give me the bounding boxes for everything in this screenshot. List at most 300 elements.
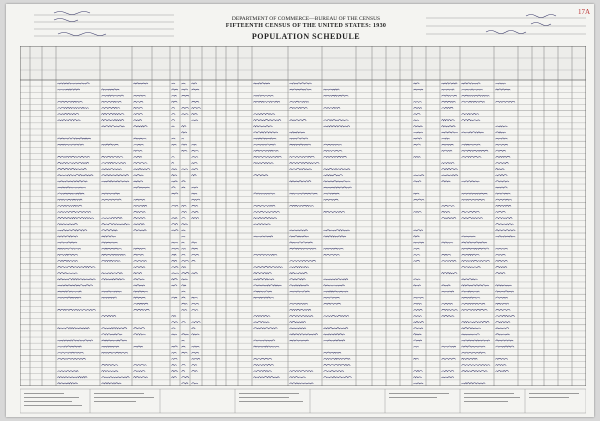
handwritten-entry — [182, 205, 187, 206]
handwritten-entry — [182, 150, 188, 151]
handwritten-entry — [102, 236, 116, 237]
handwritten-entry — [324, 120, 349, 121]
handwritten-entry — [414, 138, 422, 139]
handwritten-entry — [58, 236, 78, 237]
handwritten-entry — [182, 187, 186, 188]
handwritten-entry — [496, 273, 506, 274]
handwritten-entry — [58, 377, 88, 378]
handwritten-entry — [496, 346, 515, 347]
handwritten-entry — [496, 254, 506, 255]
handwritten-entry — [58, 285, 93, 286]
handwritten-entry — [102, 162, 126, 163]
handwritten-entry — [254, 162, 274, 163]
handwritten-entry — [442, 132, 458, 133]
handwritten-entry — [134, 364, 147, 365]
handwritten-entry — [414, 285, 421, 286]
handwritten-entry — [414, 322, 424, 323]
handwritten-entry — [182, 352, 188, 353]
handwritten-entry — [182, 267, 186, 268]
handwritten-entry — [324, 199, 339, 200]
handwritten-entry — [134, 187, 150, 188]
handwritten-entry — [442, 107, 454, 108]
handwritten-entry — [324, 279, 348, 280]
handwritten-entry — [324, 187, 352, 188]
handwritten-entry — [192, 328, 196, 329]
handwritten-entry — [254, 113, 276, 114]
handwritten-entry — [134, 114, 143, 115]
handwritten-entry — [172, 89, 178, 90]
handwritten-entry — [172, 205, 179, 206]
handwritten-entry — [182, 279, 188, 280]
handwritten-entry — [290, 260, 316, 261]
handwritten-entry — [462, 340, 490, 341]
handwritten-entry — [414, 230, 423, 231]
handwritten-entry — [254, 322, 270, 323]
handwritten-entry — [134, 199, 145, 200]
handwritten-entry — [462, 291, 480, 292]
handwritten-entry — [58, 169, 87, 170]
handwritten-entry — [442, 126, 456, 127]
handwritten-entry — [182, 371, 185, 372]
handwritten-entry — [58, 224, 78, 225]
handwritten-entry — [462, 193, 488, 194]
handwritten-entry — [414, 114, 421, 115]
handwritten-entry — [182, 211, 187, 212]
handwritten-entry — [134, 138, 147, 139]
handwritten-entry — [324, 254, 340, 255]
handwritten-entry — [172, 83, 176, 84]
handwritten-entry — [192, 162, 198, 163]
handwritten-entry — [414, 242, 424, 243]
handwritten-entry — [102, 352, 128, 353]
handwritten-entry — [496, 224, 514, 225]
handwritten-entry — [462, 132, 484, 133]
handwritten-entry — [462, 358, 478, 359]
handwritten-entry — [58, 309, 96, 310]
handwritten-entry — [172, 352, 177, 353]
handwritten-entry — [172, 95, 177, 96]
handwritten-entry — [172, 285, 178, 286]
handwritten-entry — [496, 205, 512, 206]
handwritten-entry — [134, 211, 146, 212]
handwritten-entry — [290, 328, 306, 329]
handwritten-entry — [324, 303, 341, 304]
handwritten-entry — [290, 132, 305, 133]
handwritten-entry — [462, 120, 481, 121]
handwritten-entry — [172, 120, 175, 121]
handwritten-entry — [290, 309, 311, 310]
handwritten-entry — [414, 346, 419, 347]
handwritten-entry — [324, 377, 352, 378]
handwritten-entry — [414, 175, 425, 176]
handwritten-entry — [58, 187, 86, 188]
handwritten-entry — [102, 156, 124, 157]
handwritten-entry — [192, 273, 198, 274]
handwritten-entry — [58, 328, 90, 329]
handwritten-entry — [290, 383, 314, 384]
handwritten-entry — [254, 144, 276, 145]
handwritten-entry — [442, 83, 458, 84]
handwritten-entry — [414, 132, 423, 133]
handwritten-entry — [324, 156, 347, 157]
handwritten-entry — [172, 230, 179, 231]
handwritten-entry — [442, 315, 455, 316]
handwritten-entry — [414, 89, 424, 90]
handwritten-entry — [102, 291, 122, 292]
handwritten-entry — [496, 181, 510, 182]
handwritten-entry — [134, 291, 148, 292]
handwritten-entry — [102, 242, 118, 243]
handwritten-entry — [134, 107, 143, 108]
handwritten-entry — [254, 126, 273, 127]
handwritten-entry — [442, 120, 455, 121]
handwritten-entry — [172, 242, 178, 243]
handwritten-entry — [496, 260, 508, 261]
header-left-fields — [14, 8, 184, 44]
handwritten-entry — [192, 303, 200, 304]
handwritten-entry — [182, 297, 186, 298]
handwritten-entry — [134, 224, 145, 225]
handwritten-entry — [442, 181, 451, 182]
handwritten-entry — [192, 352, 199, 353]
handwritten-entry — [254, 211, 280, 212]
handwritten-entry — [324, 315, 349, 316]
handwritten-entry — [172, 254, 177, 255]
handwritten-entry — [192, 83, 197, 84]
handwritten-entry — [102, 377, 130, 378]
handwritten-entry — [182, 383, 189, 384]
handwritten-entry — [134, 267, 146, 268]
handwritten-entry — [496, 83, 506, 84]
handwritten-entry — [102, 260, 121, 261]
handwritten-entry — [192, 365, 197, 366]
handwritten-entry — [290, 248, 317, 249]
handwritten-entry — [496, 132, 506, 133]
handwritten-entry — [414, 236, 420, 237]
handwritten-entry — [102, 279, 125, 280]
handwritten-entry — [290, 138, 308, 139]
handwritten-entry — [442, 303, 453, 304]
handwritten-entry — [182, 322, 186, 323]
handwritten-entry — [172, 169, 178, 170]
population-grid — [20, 46, 586, 386]
handwritten-entry — [172, 370, 178, 371]
handwritten-entry — [462, 352, 486, 353]
handwritten-entry — [172, 101, 178, 102]
handwritten-entry — [254, 193, 276, 194]
handwritten-entry — [290, 242, 313, 243]
handwritten-entry — [462, 217, 483, 218]
handwritten-entry — [462, 321, 490, 322]
handwritten-entry — [58, 107, 89, 108]
handwritten-entry — [102, 297, 117, 298]
handwritten-entry — [442, 291, 454, 292]
handwritten-entry — [134, 156, 142, 157]
handwritten-entry — [414, 370, 423, 371]
handwritten-entry — [442, 95, 457, 96]
handwritten-entry — [290, 101, 309, 102]
handwritten-entry — [254, 138, 277, 139]
handwritten-entry — [102, 340, 127, 341]
handwritten-entry — [290, 322, 306, 323]
handwritten-entry — [442, 169, 458, 170]
handwritten-entry — [442, 211, 451, 212]
handwritten-entry — [254, 224, 271, 225]
handwritten-entry — [134, 371, 146, 372]
handwritten-entry — [496, 175, 508, 176]
handwritten-entry — [414, 126, 423, 127]
handwritten-entry — [102, 113, 125, 114]
handwritten-entry — [134, 297, 146, 298]
handwritten-entry — [414, 193, 420, 194]
handwritten-entry — [58, 248, 81, 249]
handwritten-entry — [134, 334, 146, 335]
handwritten-entry — [496, 291, 514, 292]
handwritten-entry — [462, 113, 479, 114]
handwritten-entry — [172, 224, 178, 225]
handwritten-entry — [102, 334, 123, 335]
handwritten-entry — [254, 266, 283, 267]
handwritten-entry — [496, 328, 509, 329]
handwritten-entry — [182, 254, 186, 255]
handwritten-entry — [324, 193, 340, 194]
handwritten-entry — [254, 297, 274, 298]
handwritten-entry — [182, 230, 186, 231]
handwritten-entry — [134, 95, 146, 96]
handwritten-entry — [192, 144, 197, 145]
handwritten-entry — [496, 236, 516, 237]
handwritten-entry — [324, 126, 350, 127]
handwritten-entry — [414, 254, 421, 255]
handwritten-entry — [102, 218, 123, 219]
handwritten-entry — [496, 358, 508, 359]
handwritten-entry — [290, 156, 315, 157]
handwritten-entry — [442, 377, 454, 378]
handwritten-entry — [462, 236, 476, 237]
handwritten-entry — [172, 297, 178, 298]
handwritten-entry — [192, 383, 198, 384]
handwritten-entry — [134, 230, 147, 231]
handwritten-entry — [290, 266, 309, 267]
handwritten-entry — [254, 370, 272, 371]
handwritten-entry — [414, 102, 422, 103]
handwritten-entry — [58, 254, 78, 255]
handwritten-entry — [442, 150, 453, 151]
handwritten-entry — [192, 199, 201, 200]
handwritten-entry — [172, 114, 176, 115]
handwritten-entry — [324, 364, 351, 365]
handwritten-entry — [182, 114, 189, 115]
handwritten-entry — [58, 113, 79, 114]
handwritten-entry — [58, 279, 96, 280]
footer-instructions — [20, 388, 586, 414]
handwritten-entry — [182, 291, 186, 292]
handwritten-entry — [58, 340, 93, 341]
handwritten-entry — [324, 169, 351, 170]
handwritten-entry — [172, 144, 177, 145]
handwritten-entry — [324, 144, 342, 145]
handwritten-entry — [58, 101, 83, 102]
handwritten-entry — [58, 358, 86, 359]
handwritten-entry — [462, 242, 487, 243]
handwritten-entry — [462, 365, 491, 366]
handwritten-entry — [414, 120, 419, 121]
handwritten-entry — [462, 285, 489, 286]
handwritten-entry — [496, 303, 509, 304]
handwritten-entry — [172, 181, 178, 182]
handwritten-entry — [290, 107, 308, 108]
handwritten-entry — [462, 371, 488, 372]
handwritten-entry — [58, 371, 79, 372]
handwritten-entry — [134, 346, 143, 347]
handwritten-entry — [442, 89, 455, 90]
handwritten-entry — [496, 309, 511, 310]
handwritten-entry — [290, 279, 306, 280]
handwritten-entry — [290, 193, 318, 194]
handwritten-entry — [290, 334, 318, 335]
handwritten-entry — [254, 346, 280, 347]
handwritten-entry — [192, 260, 196, 261]
handwritten-entry — [442, 254, 451, 255]
handwritten-entry — [414, 157, 421, 158]
handwritten-entry — [134, 150, 143, 151]
handwritten-entry — [324, 181, 351, 182]
handwritten-entry — [182, 346, 186, 347]
handwritten-entry — [324, 89, 340, 90]
handwritten-entry — [182, 364, 186, 365]
handwritten-entry — [462, 150, 489, 151]
handwritten-entry — [182, 95, 190, 96]
handwritten-entry — [254, 150, 279, 151]
handwritten-entry — [496, 156, 511, 157]
handwritten-entry — [172, 157, 175, 158]
handwritten-entry — [254, 364, 274, 365]
handwritten-entry — [102, 89, 120, 90]
handwritten-entry — [254, 120, 281, 121]
handwritten-entry — [442, 346, 456, 347]
handwritten-entry — [102, 126, 125, 127]
handwritten-entry — [462, 260, 490, 261]
handwritten-entry — [192, 217, 199, 218]
handwritten-entry — [414, 297, 424, 298]
handwritten-entry — [58, 205, 83, 206]
handwritten-entry — [462, 309, 488, 310]
handwritten-entry — [172, 218, 178, 219]
handwritten-entry — [102, 346, 120, 347]
handwritten-entry — [442, 309, 458, 310]
handwritten-entry — [58, 181, 88, 182]
handwritten-entry — [182, 224, 188, 225]
handwritten-entry — [462, 83, 481, 84]
handwritten-entry — [58, 120, 81, 121]
handwritten-entry — [102, 383, 122, 384]
handwritten-entry — [102, 107, 120, 108]
handwritten-entry — [290, 230, 308, 231]
handwritten-entry — [462, 303, 486, 304]
handwritten-entry — [102, 273, 123, 274]
handwritten-entry — [254, 236, 273, 237]
handwritten-entry — [182, 126, 187, 127]
handwritten-entry — [414, 83, 420, 84]
handwritten-entry — [192, 370, 198, 371]
handwritten-entry — [172, 328, 176, 329]
handwritten-entry — [134, 126, 148, 127]
handwritten-entry — [496, 211, 506, 212]
handwritten-entry — [414, 108, 422, 109]
handwritten-entry — [254, 175, 269, 176]
handwritten-entry — [134, 168, 150, 169]
handwritten-entry — [462, 181, 480, 182]
handwritten-entry — [58, 199, 83, 200]
handwritten-entry — [172, 138, 176, 139]
handwritten-entry — [134, 162, 148, 163]
handwritten-entry — [324, 297, 340, 298]
handwritten-entry — [254, 285, 282, 286]
handwritten-entry — [254, 358, 272, 359]
handwritten-entry — [254, 205, 276, 206]
handwritten-entry — [134, 303, 149, 304]
form-title-schedule: POPULATION SCHEDULE — [251, 32, 361, 41]
handwritten-entry — [442, 242, 454, 243]
handwritten-entry — [290, 316, 314, 317]
handwritten-entry — [442, 162, 455, 163]
handwritten-entry — [290, 162, 320, 163]
handwritten-entry — [134, 144, 144, 145]
handwritten-entry — [496, 144, 508, 145]
form-title-census: FIFTEENTH CENSUS OF THE UNITED STATES: 1930 — [225, 23, 387, 29]
handwritten-entry — [58, 144, 84, 145]
handwritten-entry — [496, 162, 509, 163]
handwritten-entry — [58, 89, 80, 90]
handwritten-entry — [58, 217, 94, 218]
grid-header-band — [20, 46, 586, 80]
handwritten-entry — [324, 340, 345, 341]
handwritten-entry — [172, 334, 177, 335]
handwritten-entry — [182, 285, 187, 286]
handwritten-entry — [414, 309, 423, 310]
handwritten-entry — [414, 340, 422, 341]
handwritten-entry — [462, 199, 485, 200]
handwritten-entry — [182, 377, 189, 378]
handwritten-entry — [58, 193, 85, 194]
handwritten-entry — [496, 297, 508, 298]
handwritten-entry — [324, 150, 343, 151]
handwritten-entry — [414, 199, 425, 200]
page-stamp: 17A — [577, 8, 590, 16]
handwritten-entry — [102, 95, 124, 96]
handwritten-entry — [254, 328, 278, 329]
handwritten-entry — [172, 126, 175, 127]
handwritten-entry — [324, 107, 341, 108]
handwritten-entry — [290, 303, 308, 304]
handwritten-entry — [172, 175, 178, 176]
handwritten-entry — [192, 346, 200, 347]
handwritten-entry — [462, 156, 482, 157]
handwritten-entry — [324, 175, 343, 176]
handwritten-entry — [102, 230, 118, 231]
handwritten-entry — [58, 83, 90, 84]
handwritten-entry — [192, 321, 201, 322]
handwritten-entry — [442, 144, 454, 145]
handwritten-entry — [58, 162, 89, 163]
handwritten-entry — [182, 181, 186, 182]
handwritten-entry — [290, 120, 307, 121]
handwritten-entry — [192, 358, 201, 359]
handwritten-entry — [172, 187, 176, 188]
handwritten-entry — [290, 370, 314, 371]
handwritten-entry — [182, 310, 188, 311]
handwritten-entry — [414, 334, 422, 335]
